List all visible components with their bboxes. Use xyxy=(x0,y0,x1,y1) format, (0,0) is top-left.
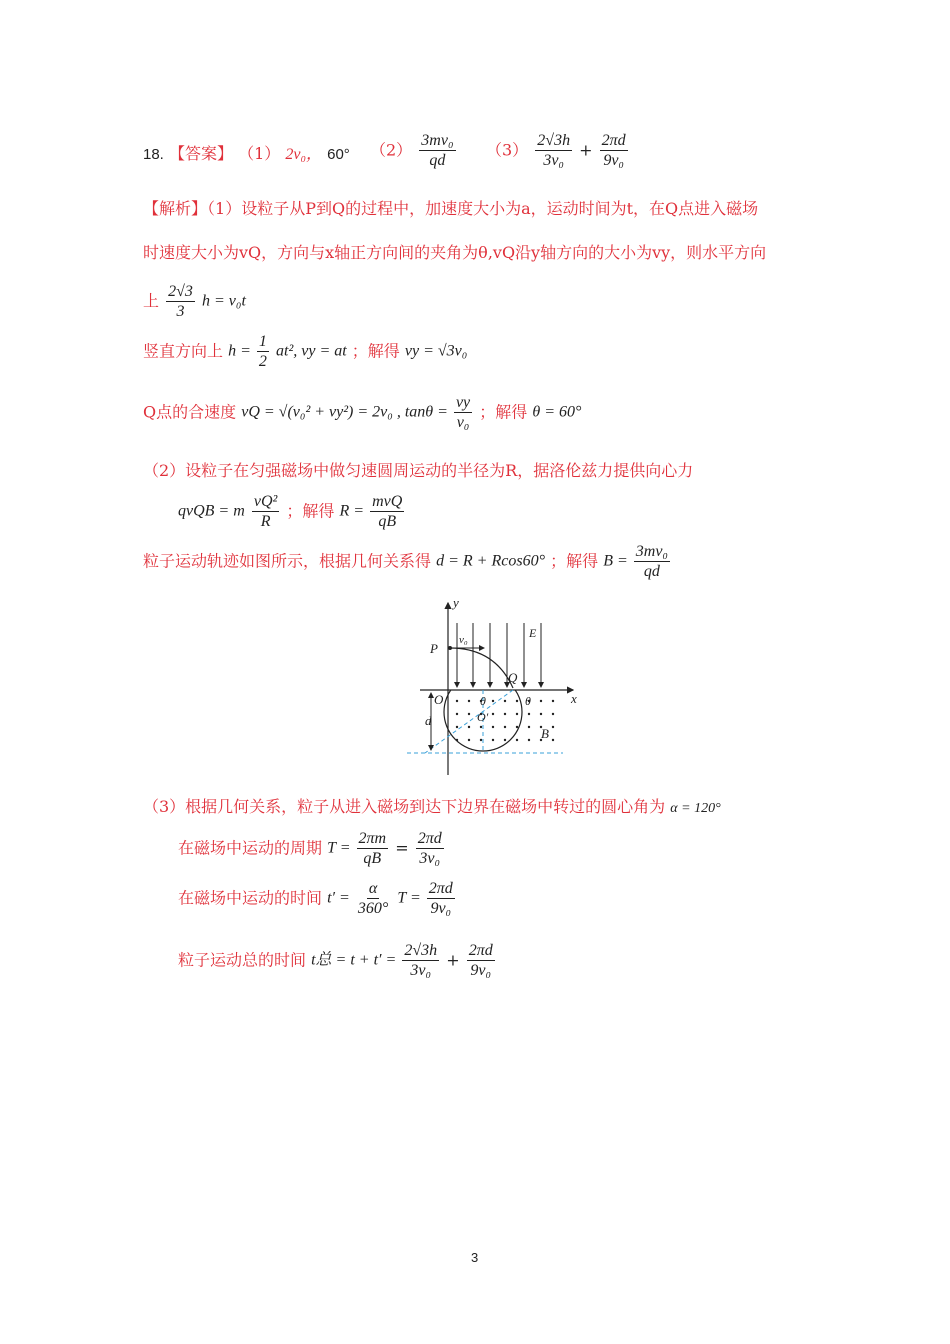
time-numerator-1: α xyxy=(368,880,378,897)
time-label: 在磁场中运动的时间 xyxy=(178,888,323,908)
time-eq: t′ = xyxy=(327,889,354,907)
parabolic-path xyxy=(450,648,513,688)
analysis-line-3-numerator: 2√3 xyxy=(168,283,193,300)
label-O-prime: O′ xyxy=(477,710,489,724)
part2-geom-text: 粒子运动轨迹如图所示，根据几何关系得 xyxy=(143,551,432,571)
label-B: B xyxy=(541,726,549,741)
part2-eq2-denominator: qB xyxy=(378,513,397,530)
answer-part2-numerator: 3mv₀ xyxy=(421,132,454,149)
time-numerator-2: 2πd xyxy=(428,880,453,897)
question-number: 18. xyxy=(143,146,164,163)
period-numerator-1: 2πm xyxy=(358,830,387,847)
period-line: 在磁场中运动的周期 T = $\frac{2\pi m}{qB}$ = $\frac{2\pi d}{\text{3v₀}}$ xyxy=(178,830,442,867)
answer-part3: （3） $\frac{2√3h}{\text{3v₀}}$ + $\frac{2\pi d}{\text{9v₀}}$ xyxy=(486,132,626,169)
part2-geom-eq: d = R + Rcos60° xyxy=(436,552,545,570)
answer-part2-denominator: qd xyxy=(429,152,446,169)
time-denominator-2: 9v₀ xyxy=(430,900,452,917)
analysis-line-4-result: vy = √3v₀ xyxy=(404,342,468,360)
period-eq: T = xyxy=(327,839,355,857)
part3-angle: α = 120° xyxy=(670,801,721,816)
analysis-tag: 【解析】 xyxy=(143,199,208,218)
part2-eq1: qvQB = m xyxy=(178,502,245,520)
analysis-line-3-prefix: 上 xyxy=(143,291,160,311)
label-d: d xyxy=(425,713,432,728)
analysis-line-5-solve: ；解得 xyxy=(479,402,528,422)
label-O: O xyxy=(434,692,444,707)
part2-intro: （2）设粒子在匀强磁场中做匀速圆周运动的半径为R，据洛伦兹力提供向心力 xyxy=(143,461,694,480)
analysis-line-4 xyxy=(143,333,467,370)
period-denominator-1: qB xyxy=(363,850,382,867)
label-Q: Q xyxy=(508,670,518,685)
analysis-line-5-eq: vQ = √(v₀² + vy²) = 2v₀ , tanθ = xyxy=(241,403,452,421)
total-label: 粒子运动总的时间 xyxy=(178,950,307,970)
analysis-line-1 xyxy=(143,199,758,219)
answer-line xyxy=(143,144,350,165)
analysis-line-4-rest: at², vy = at xyxy=(276,342,347,360)
answer-part3-numerator-2: 2πd xyxy=(601,132,626,149)
label-theta-2: θ xyxy=(525,694,531,708)
part2-eq2: R = xyxy=(339,502,369,520)
part2-eq2-numerator: mvQ xyxy=(372,493,403,510)
total-denominator-1: 3v₀ xyxy=(410,962,432,979)
analysis-line-1-text: （1）设粒子从P到Q的过程中，加速度大小为a，运动时间为t，在Q点进入磁场 xyxy=(207,199,759,218)
period-numerator-2: 2πd xyxy=(417,830,442,847)
analysis-line-4-eq: h = xyxy=(228,342,255,360)
label-v0: v₀ xyxy=(459,634,468,646)
time-line xyxy=(178,880,457,917)
total-denominator-2: 9v₀ xyxy=(470,962,492,979)
analysis-line-5 xyxy=(143,394,581,431)
total-time-line: 粒子运动总的时间 t总 = t + t′ = $\frac{2√3h}{\text{3v₀}}$ + $\frac{2\pi d}{\text{9v₀}}$ xyxy=(178,942,493,979)
period-denominator-2: 3v₀ xyxy=(419,850,441,867)
part3-intro-text: （3）根据几何关系，粒子从进入磁场到达下边界在磁场中转过的圆心角为 xyxy=(143,797,666,816)
analysis-line-5-denominator: v₀ xyxy=(456,414,470,431)
answer-part1-label: （1） xyxy=(238,144,281,163)
part2-geometry-line xyxy=(143,543,672,580)
label-E: E xyxy=(529,626,537,640)
trajectory-diagram xyxy=(395,595,595,780)
part2-eq1-numerator: vQ² xyxy=(253,493,278,510)
analysis-line-5-numerator: vy xyxy=(455,394,471,411)
answer-part3-label: （3） xyxy=(486,140,529,160)
total-eq: t总 = t + t′ = xyxy=(311,951,401,969)
label-P: P xyxy=(430,641,438,656)
analysis-line-4-prefix: 竖直方向上 xyxy=(143,341,224,361)
analysis-line-3-denominator: 3 xyxy=(176,303,185,320)
analysis-line-3 xyxy=(143,283,246,320)
label-x: x xyxy=(571,691,577,706)
part3-intro xyxy=(143,797,721,819)
analysis-line-4-solve: ；解得 xyxy=(351,341,400,361)
total-numerator-1: 2√3h xyxy=(404,942,438,959)
analysis-line-2: 时速度大小为vQ，方向与x轴正方向间的夹角为θ,vQ沿y轴方向的大小为vy，则水平方向 xyxy=(143,243,767,262)
part2-geom-B: B = xyxy=(603,552,632,570)
part2-geom-solve: ；解得 xyxy=(550,551,599,571)
part2-force-equation xyxy=(178,493,406,530)
answer-part3-denominator-2: 9v₀ xyxy=(603,152,624,169)
answer-part3-numerator-1: 2√3h xyxy=(537,132,571,149)
analysis-line-4-denominator: 2 xyxy=(258,353,267,370)
period-label: 在磁场中运动的周期 xyxy=(178,838,323,858)
label-y: y xyxy=(453,595,459,610)
analysis-line-5-prefix: Q点的合速度 xyxy=(143,402,237,422)
answer-part1-angle: 60° xyxy=(327,146,350,163)
answer-tag: 【答案】 xyxy=(168,144,233,163)
label-theta-1: θ xyxy=(480,694,486,708)
answer-part1-value: 2v₀， xyxy=(285,146,323,163)
answer-part2-label: （2） xyxy=(370,140,413,160)
time-T: T = xyxy=(397,889,425,907)
answer-part3-denominator-1: 3v₀ xyxy=(543,152,564,169)
page-number: 3 xyxy=(471,1250,479,1265)
answer-part2 xyxy=(370,132,458,169)
time-denominator-1: 360° xyxy=(357,900,389,917)
part2-solve: ；解得 xyxy=(286,501,335,521)
part2-geom-denominator: qd xyxy=(643,563,660,580)
part2-geom-numerator: 3mv₀ xyxy=(635,543,668,560)
total-numerator-2: 2πd xyxy=(468,942,493,959)
part2-eq1-denominator: R xyxy=(260,513,271,530)
analysis-line-3-equation: h = v₀t xyxy=(201,292,246,310)
analysis-line-5-result: θ = 60° xyxy=(532,403,582,421)
analysis-line-4-numerator: 1 xyxy=(258,333,267,350)
